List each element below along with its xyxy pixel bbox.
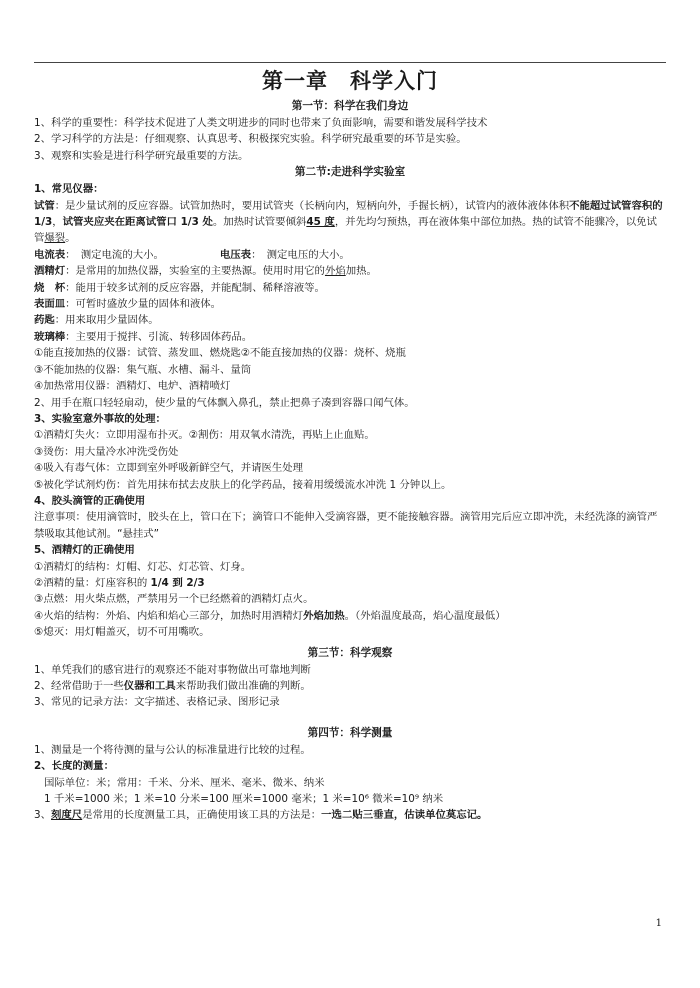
ammeter-term: 电流表 (34, 248, 66, 261)
header-rule (34, 62, 666, 63)
s3-line-3: 3、常见的记录方法：文字描述、表格记录、图形记录 (34, 696, 280, 709)
test-tube-text-3: ，并先均匀预热，再在液体集中部位加热。热的试管不能骤冷，以免试管 (34, 216, 657, 245)
alcohol-lamp-desc: ：是常用的加热仪器，实验室的主要热源。使用时用它的 (65, 265, 325, 278)
lamp-amount-value: 1/4 到 2/3 (150, 576, 205, 589)
lamp-amount-text: ②酒精的量：灯座容积的 (34, 576, 151, 589)
s3-line-2-c: 来帮助我们做出准确的判断。 (175, 680, 311, 692)
ammeter-desc: ： 测定电流的大小。 (65, 248, 164, 261)
meters-line (34, 247, 666, 263)
section-3 (34, 645, 666, 711)
s2-line-2: 2、用手在瓶口轻轻扇动，使少量的气体飘入鼻孔，禁止把鼻子凑到容器口闻气体。 (34, 396, 415, 409)
accident-3: ④吸入有毒气体：立即到室外呼吸新鲜空气，并请医生处理 (34, 462, 304, 475)
s1-line-1: 1、科学的重要性：科学技术促进了人类文明进步的同时也带来了负面影响，需要和谐发展科学技术 (34, 117, 488, 129)
lamp-flame-structure (34, 608, 666, 624)
s4-line-3 (34, 807, 666, 823)
chapter-title: 第一章 科学入门 (262, 68, 438, 93)
section-1 (34, 98, 666, 164)
flame-outer-heating: 外焰加热 (303, 609, 345, 622)
watch-glass-line (34, 296, 666, 312)
test-tube-term: 试管 (34, 199, 55, 212)
s3-line-2 (34, 678, 666, 694)
glass-rod-line (34, 329, 666, 345)
voltmeter-term: 电压表 (219, 248, 252, 261)
watch-glass-term: 表面皿 (34, 298, 66, 311)
flame-text-2: 。（外焰温度最高，焰心温度最低） (344, 609, 506, 622)
page-number: 1 (655, 918, 662, 929)
s4-line-1: 1、测量是一个将待测的量与公认的标准量进行比较的过程。 (34, 743, 311, 756)
alcohol-lamp-outer-flame: 外焰 (324, 265, 346, 278)
section-3-title: 第三节：科学观察 (307, 646, 393, 659)
s4-line-3-num: 3、 (34, 809, 52, 822)
accident-1: ①酒精灯失火：立即用湿布扑灭。②割伤：用双氧水清洗，再贴上止血贴。 (34, 429, 375, 442)
lamp-structure: ①酒精灯的结构：灯帽、灯芯、灯芯管、灯身。 (34, 560, 252, 573)
s3-instruments: 仪器和工具 (123, 680, 176, 692)
length-units: 国际单位：米；常用：千米、分米、厘米、毫米、微米、纳米 (44, 776, 325, 789)
s1-line-3: 3、观察和实验是进行科学研究最重要的方法。 (34, 149, 249, 162)
ammeter-item (34, 247, 164, 263)
section-2 (34, 164, 666, 640)
s3-line-2-a: 2、经常借助于一些 (34, 680, 124, 692)
lamp-ignite: ③点燃：用火柴点燃，严禁用另一个已经燃着的酒精灯点火。 (34, 593, 314, 606)
s2-heading-1: 1、常见仪器： (34, 183, 104, 196)
test-tube-comma: ， (52, 216, 63, 229)
test-tube-burst: 爆裂 (44, 232, 66, 245)
section-2-title: 第二节:走进科学实验室 (294, 166, 406, 179)
glass-rod-term: 玻璃棒 (34, 330, 66, 343)
s4-line-3-text: 是常用的长度测量工具，正确使用该工具的方法是： (82, 809, 322, 822)
watch-glass-desc: ：可暂时盛放少量的固体和液体。 (65, 298, 222, 311)
test-tube-rule-clamp: 试管夹应夹在距离试管口 1/3 处 (62, 216, 213, 229)
test-tube-text-1: ：是少量试剂的反应容器。试管加热时，要用试管夹（长柄向内，短柄向外，手握长柄），试管内的液体液体体积 (54, 199, 570, 212)
section-1-title: 第一节：科学在我们身边 (291, 100, 409, 112)
heating-category-3: ④加热常用仪器：酒精灯、电炉、酒精喷灯 (34, 380, 231, 393)
ruler-method: 一选二贴三垂直，估读单位莫忘记。 (321, 809, 488, 822)
heating-category-1: ①能直接加热的仪器：试管、蒸发皿、燃烧匙②不能直接加热的仪器：烧杯、烧瓶 (34, 347, 406, 360)
spoon-term: 药匙 (34, 314, 55, 327)
beaker-term: 烧 杯 (34, 281, 66, 294)
section-4-title: 第四节：科学测量 (307, 726, 393, 739)
alcohol-lamp-line (34, 263, 666, 279)
s4-heading-2: 2、长度的测量： (34, 760, 114, 773)
dropper-paragraph: 注意事项：使用滴管时，胶头在上，管口在下；滴管口不能伸入受滴容器，更不能接触容器。滴管用完后应立即冲洗，未经洗涤的滴管严禁吸取其他试剂。“悬挂式” (34, 511, 658, 540)
s2-heading-3: 3、实验室意外事故的处理： (34, 412, 166, 425)
heating-category-2: ③不能加热的仪器：集气瓶、水槽、漏斗、量筒 (34, 363, 252, 376)
beaker-desc: ：能用于较多试剂的反应容器，并能配制、稀释溶液等。 (65, 281, 325, 294)
accident-2: ③烫伤：用大量冷水冲洗受伤处 (34, 445, 179, 458)
alcohol-lamp-term: 酒精灯 (34, 265, 66, 278)
s2-heading-4: 4、胶头滴管的正确使用 (34, 494, 146, 507)
lamp-extinguish: ⑤熄灭：用灯帽盖灭，切不可用嘴吹。 (34, 626, 210, 639)
test-tube-angle: 45 度 (306, 216, 335, 229)
spoon-desc: ：用来取用少量固体。 (54, 314, 159, 327)
ruler-term: 刻度尺 (51, 809, 83, 822)
voltmeter-item (220, 247, 350, 263)
test-tube-rule-volume: 不能超过试管容积的 1/3 (34, 199, 663, 229)
section-4 (34, 725, 666, 824)
flame-text-1: ④火焰的结构：外焰、内焰和焰心三部分，加热时用酒精灯 (34, 609, 304, 622)
s2-heading-5: 5、酒精灯的正确使用 (34, 544, 135, 557)
beaker-line (34, 280, 666, 296)
alcohol-lamp-end: 加热。 (345, 265, 377, 278)
test-tube-period: 。 (65, 232, 76, 245)
accident-4: ⑤被化学试剂灼伤：首先用抹布拭去皮肤上的化学药品，接着用缓缓流水冲洗 1 分钟以上。 (34, 478, 452, 491)
test-tube-text-2: 。加热时试管要倾斜 (212, 216, 307, 229)
document-page (34, 66, 666, 824)
s3-line-1: 1、单凭我们的感官进行的观察还不能对事物做出可靠地判断 (34, 663, 311, 676)
lamp-alcohol-amount (34, 575, 666, 591)
test-tube-paragraph (34, 198, 666, 247)
voltmeter-desc: ： 测定电压的大小。 (251, 248, 350, 261)
glass-rod-desc: ：主要用于搅拌、引流、转移固体药品。 (65, 330, 253, 343)
spoon-line (34, 312, 666, 328)
length-conversion: 1 千米=1000 米；1 米=10 分米=100 厘米=1000 毫米；1 米=10⁶ 微米=10⁹ 纳米 (44, 793, 444, 806)
s1-line-2: 2、学习科学的方法是：仔细观察、认真思考、积极探究实验。科学研究最重要的环节是实验。 (34, 133, 467, 146)
